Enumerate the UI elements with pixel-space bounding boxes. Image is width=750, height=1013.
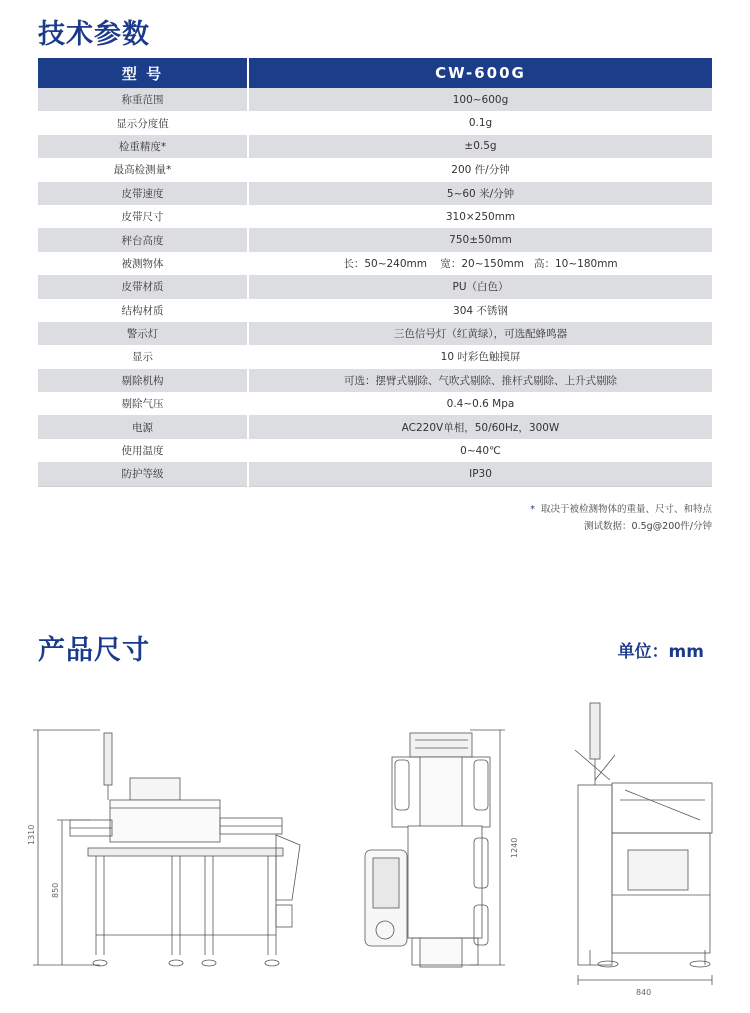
- row-value: 三色信号灯（红黄绿），可选配蜂鸣器: [248, 322, 712, 345]
- row-label: 警示灯: [38, 322, 248, 345]
- row-value: 100~600g: [248, 88, 712, 111]
- row-value: 可选：摆臂式剔除、气吹式剔除、推杆式剔除、上升式剔除: [248, 369, 712, 392]
- row-value: IP30: [248, 462, 712, 486]
- side-view-drawing: [365, 730, 505, 967]
- row-label: 皮带材质: [38, 275, 248, 298]
- footnote-1-text: 取决于被检测物体的重量、尺寸、和特点: [540, 504, 712, 515]
- spec-section-title: 技术参数: [38, 19, 150, 50]
- row-label: 剔除机构: [38, 369, 248, 392]
- row-value: 304 不锈钢: [453, 304, 508, 317]
- row-label: 使用温度: [38, 439, 248, 462]
- row-value: 310×250mm: [445, 210, 516, 223]
- row-value: 0.4~0.6 Mpa: [446, 397, 515, 410]
- row-value: AC220V单相，50/60Hz，300W: [248, 415, 712, 438]
- row-label: 防护等级: [38, 462, 248, 486]
- row-value: 750±50mm: [248, 228, 712, 251]
- row-value: ±0.5g: [248, 135, 712, 158]
- row-value: 0.1g: [468, 117, 493, 130]
- row-label: 被测物体: [38, 252, 248, 275]
- row-label: 皮带尺寸: [38, 205, 248, 228]
- row-label: 检重精度*: [38, 135, 248, 158]
- unit-label: 单位：mm: [617, 642, 704, 662]
- row-value: 10 吋彩色触摸屏: [440, 351, 521, 364]
- rear-view-drawing: [575, 703, 712, 985]
- dim-label-1240: 1240: [510, 837, 519, 858]
- row-value: 200 件/分钟: [451, 164, 510, 177]
- dim-label-850: 850: [51, 882, 60, 898]
- row-value: 0~40℃: [460, 444, 501, 457]
- footnote-star: *: [530, 504, 535, 515]
- row-value: 5~60 米/分钟: [248, 182, 712, 205]
- row-label: 皮带速度: [38, 182, 248, 205]
- row-label: 显示分度值: [38, 111, 248, 134]
- row-label: 电源: [38, 415, 248, 438]
- row-label: 最高检测量*: [38, 158, 248, 181]
- dimension-section-title: 产品尺寸: [38, 635, 150, 666]
- row-label: 显示: [38, 345, 248, 368]
- row-label: 结构材质: [38, 299, 248, 322]
- row-label: 秤台高度: [38, 228, 248, 251]
- row-value: PU（白色）: [248, 275, 712, 298]
- dim-label-840: 840: [636, 988, 652, 997]
- dim-label-1310: 1310: [27, 824, 36, 845]
- row-label: 称重范围: [38, 88, 248, 111]
- footnote-2: 测试数据：0.5g@200件/分钟: [584, 521, 712, 532]
- header-model-value: CW-600G: [248, 58, 712, 88]
- front-view-drawing: [33, 730, 300, 966]
- header-model-label: 型 号: [38, 58, 248, 88]
- row-value: 长：50~240mm 宽：20~150mm 高：10~180mm: [343, 257, 618, 270]
- row-label: 剔除气压: [38, 392, 248, 415]
